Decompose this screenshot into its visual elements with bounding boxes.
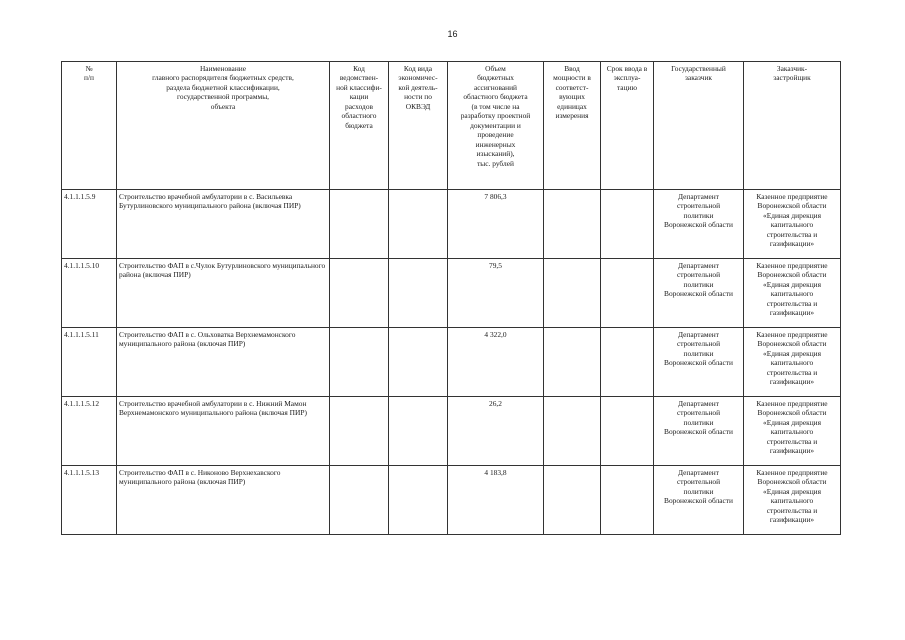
row-number: 4.1.1.1.5.12 [62, 397, 117, 466]
row-number: 4.1.1.1.5.9 [62, 190, 117, 259]
commission-term-cell [601, 466, 654, 535]
state-customer: Департамент строительной политики Воронежской области [654, 259, 744, 328]
budget-amount: 7 806,3 [448, 190, 544, 259]
developer: Казенное предприятие Воронежской области «Единая дирекция капитального строительства и газификации» [744, 328, 841, 397]
capital-construction-table [61, 61, 841, 535]
okved-code-cell [389, 259, 448, 328]
budget-amount: 79,5 [448, 259, 544, 328]
capacity-cell [544, 190, 601, 259]
capacity-cell [544, 259, 601, 328]
table-row [62, 466, 841, 535]
object-name: Строительство врачебной амбулатории в с. Васильевка Бутурлиновского муниципального района (включая ПИР) [117, 190, 330, 259]
developer: Казенное предприятие Воронежской области «Единая дирекция капитального строительства и газификации» [744, 190, 841, 259]
header-developer: Заказчик- застройщик [744, 62, 841, 190]
header-dept-code: Код ведомствен- ной классифи- кации расходов областного бюджета [330, 62, 389, 190]
table-header-row [62, 62, 841, 190]
state-customer: Департамент строительной политики Воронежской области [654, 397, 744, 466]
row-number: 4.1.1.1.5.13 [62, 466, 117, 535]
okved-code-cell [389, 328, 448, 397]
row-number: 4.1.1.1.5.11 [62, 328, 117, 397]
developer: Казенное предприятие Воронежской области «Единая дирекция капитального строительства и газификации» [744, 466, 841, 535]
page-number: 16 [447, 29, 458, 39]
state-customer: Департамент строительной политики Воронежской области [654, 190, 744, 259]
header-budget-amount: Объем бюджетных ассигнований областного бюджета (в том числе на разработку проектной документации и проведение инженерных изысканий), тыс. рублей [448, 62, 544, 190]
okved-code-cell [389, 397, 448, 466]
dept-code-cell [330, 328, 389, 397]
developer: Казенное предприятие Воронежской области «Единая дирекция капитального строительства и газификации» [744, 259, 841, 328]
object-name: Строительство врачебной амбулатории в с. Нижний Мамон Верхнемамонского муниципального района (включая ПИР) [117, 397, 330, 466]
row-number: 4.1.1.1.5.10 [62, 259, 117, 328]
state-customer: Департамент строительной политики Воронежской области [654, 466, 744, 535]
table-row [62, 190, 841, 259]
commission-term-cell [601, 397, 654, 466]
state-customer: Департамент строительной политики Воронежской области [654, 328, 744, 397]
table-row [62, 259, 841, 328]
header-okved-code: Код вида экономичес- кой деятель- ности по ОКВЭД [389, 62, 448, 190]
header-number: № п/п [62, 62, 117, 190]
table-row [62, 397, 841, 466]
header-commission-term: Срок ввода в эксплуа- тацию [601, 62, 654, 190]
capacity-cell [544, 466, 601, 535]
header-state-customer: Государственный заказчик [654, 62, 744, 190]
dept-code-cell [330, 190, 389, 259]
capacity-cell [544, 328, 601, 397]
budget-amount: 4 183,8 [448, 466, 544, 535]
developer: Казенное предприятие Воронежской области «Единая дирекция капитального строительства и газификации» [744, 397, 841, 466]
table-row [62, 328, 841, 397]
commission-term-cell [601, 259, 654, 328]
object-name: Строительство ФАП в с. Ольховатка Верхнемамонского муниципального района (включая ПИР) [117, 328, 330, 397]
header-name: Наименование главного распорядителя бюджетных средств, раздела бюджетной классификации, государственной программы, объекта [117, 62, 330, 190]
object-name: Строительство ФАП в с.Чулок Бутурлиновского муниципального района (включая ПИР) [117, 259, 330, 328]
dept-code-cell [330, 259, 389, 328]
commission-term-cell [601, 190, 654, 259]
capacity-cell [544, 397, 601, 466]
okved-code-cell [389, 190, 448, 259]
dept-code-cell [330, 466, 389, 535]
budget-amount: 4 322,0 [448, 328, 544, 397]
commission-term-cell [601, 328, 654, 397]
dept-code-cell [330, 397, 389, 466]
header-capacity: Ввод мощности в соответст- вующих единицах измерения [544, 62, 601, 190]
object-name: Строительство ФАП в с. Никоново Верхнехавского муниципального района (включая ПИР) [117, 466, 330, 535]
budget-amount: 26,2 [448, 397, 544, 466]
okved-code-cell [389, 466, 448, 535]
